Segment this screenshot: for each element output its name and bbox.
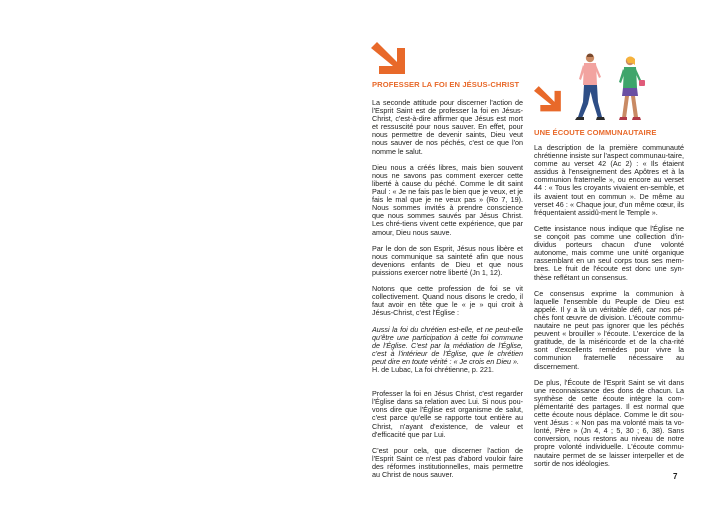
paragraph: Dieu nous a créés libres, mais bien souvent nous ne savons pas comment exercer cette liberté à cause du péché. Comme le dit saint Paul : « Je ne fais pas le bien que je veux, et je fais le mal que je ne veux pas » (Ro 7, 19). Nous sommes invités à prendre conscience que nous sommes sauvés par Jésus Christ. Les chré-tiens vivent cette expérience, que par amour, Dieu nous sauve. xyxy=(372,162,523,237)
page-number: 7 xyxy=(673,472,678,481)
paragraph: Notons que cette profession de foi se vit collectivement. Quand nous disons le credo, il faut avoir en tête que le « je » qui croit à Jésus-Christ, c'est l'Église : xyxy=(372,284,523,318)
quote-block: Aussi la foi du chrétien est-elle, et ne peut-elle qu'être une participation à cette foi commune de l'Église. C'est par la médiation de l'Église, c'est à l'intérieur de l'Église, que le chrétien peut dire en toute vérité : « Je crois en Dieu ». xyxy=(372,324,523,366)
paragraph: Par le don de son Esprit, Jésus nous libère et nous communique sa sainteté afin que nous devenions enfants de Dieu et que nous puissions exercer notre liberté (Jn 1, 12). xyxy=(372,243,523,277)
quote-citation: H. de Lubac, La foi chrétienne, p. 221. xyxy=(372,365,494,375)
paragraph: Ce consensus exprime la communion à laquelle l'ensemble du Peuple de Dieu est appelé. Il y a là un véritable défi, car nos pé-chés font œuvre de division. L'écoute commu-nautaire ne peut pas ignorer que les péchés peuvent « brouiller » l'écoute. L'exercice de la gratitude, de la miséricorde et de la cha-rité sont d'excellents remèdes pour vivre la communion fraternelle nécessaire au discernement. xyxy=(534,288,684,371)
paragraph: Cette insistance nous indique que l'Église ne se conçoit pas comme une collection d'in-dividus porteurs chacun d'une volonté autonome, mais comme une unité organique rassemblant en un seul corps tous ses mem-bres. Le fruit de l'écoute est donc une syn-thèse reflétant un consensus. xyxy=(534,223,684,282)
orange-arrow-icon xyxy=(371,42,409,76)
walking-people-illustration xyxy=(568,52,650,124)
left-text-column xyxy=(372,99,523,487)
paragraph: C'est pour cela, que discerner l'action de l'Esprit Saint ce n'est pas d'abord vouloir faire des réformes institutionnelles, mais permettre au Christ de nous sauver. xyxy=(372,445,523,480)
paragraph: Professer la foi en Jésus Christ, c'est regarder l'Église dans sa relation avec Lui. Si nous pou-vons dire que l'Église est organisme de salut, c'est parce qu'elle se rapporte tout entière au Christ, n'ayant d'existence, de valeur et d'efficacité que par Lui. xyxy=(372,389,523,439)
paragraph: La description de la première communauté chrétienne insiste sur l'aspect communau-taire, comme au verset 42 (Ac 2) : « Ils étaient assidus à l'enseignement des Apôtres et à la communion fraternelle », ou encore au verset 44 : « Tous les croyants vivaient en-semble, et ils avaient tout en commun ». De même au verset 46 : « Chaque jour, d'un même cœur, ils fréquentaient assidû-ment le Temple ». xyxy=(534,143,684,217)
paragraph: De plus, l'Écoute de l'Esprit Saint se vit dans une reconnaissance des dons de chacun. La synthèse de cette écoute intègre la com-plémentarité des partages. Il est normal que cette écoute nous déplace. Comme le dit sou-vent Jésus : « Non pas ma volonté mais ta vo-lonté, Père » (Jn 4, 4 ; 5, 30 ; 6, 38). Sans conversion, nous restons au niveau de notre propre volonté individuelle. L'écoute commu-nautaire permet de se laisser interpeller et de sortir de nos idéologies. xyxy=(534,377,684,468)
paragraph: La seconde attitude pour discerner l'action de l'Esprit Saint est de professer la foi en Jésus-Christ, c'est-à-dire affirmer que Jésus est mort et ressuscité pour nous sauver. En effet, pour nous permettre de devenir saints, Dieu veut nous sauver de nos péchés, c'est ce que l'on nomme le salut. xyxy=(372,98,523,156)
right-text-column xyxy=(534,144,684,476)
orange-arrow-icon xyxy=(534,86,564,113)
section-heading-community: UNE ÉCOUTE COMMUNAUTAIRE xyxy=(534,128,657,137)
section-heading-faith: PROFESSER LA FOI EN JÉSUS-CHRIST xyxy=(372,80,520,89)
